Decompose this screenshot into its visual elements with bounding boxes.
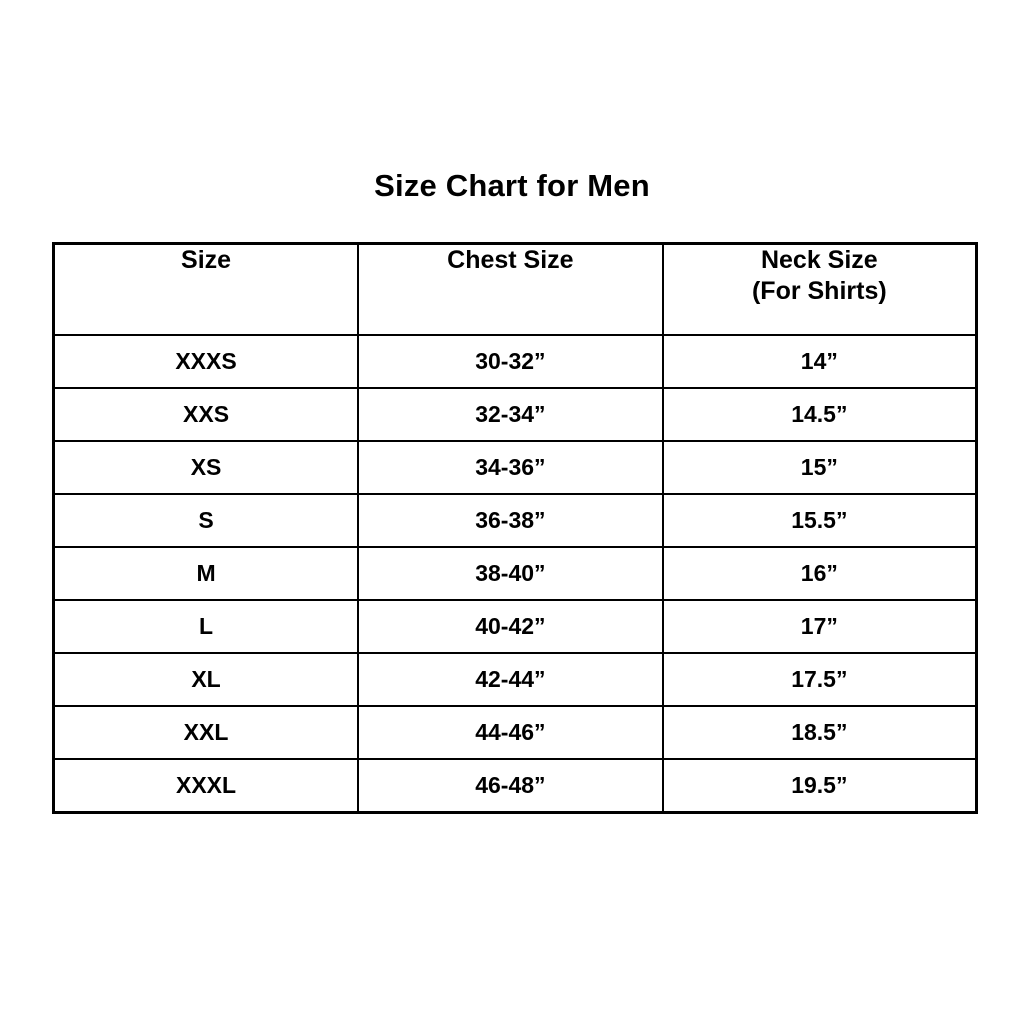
page-title: Size Chart for Men — [374, 168, 650, 203]
neck-size-value: 15” — [663, 441, 977, 494]
neck-size-value: 15.5” — [663, 494, 977, 547]
neck-size-value: 16” — [663, 547, 977, 600]
chest-size-value: 40-42” — [358, 600, 663, 653]
chest-size-value: 34-36” — [358, 441, 663, 494]
size-value: XS — [54, 441, 359, 494]
table-row — [54, 388, 977, 441]
chest-size-value: 44-46” — [358, 706, 663, 759]
chest-size-value: 46-48” — [358, 759, 663, 813]
size-value: M — [54, 547, 359, 600]
size-value: XXS — [54, 388, 359, 441]
neck-size-value: 17.5” — [663, 653, 977, 706]
table-row — [54, 494, 977, 547]
column-header-neck-size-line2: (For Shirts) — [751, 277, 887, 305]
table-header-row — [54, 244, 977, 336]
table-row — [54, 441, 977, 494]
table-row — [54, 600, 977, 653]
neck-size-value: 14.5” — [663, 388, 977, 441]
table-row — [54, 547, 977, 600]
size-value: XL — [54, 653, 359, 706]
chest-size-value: 42-44” — [358, 653, 663, 706]
table-row — [54, 335, 977, 388]
neck-size-value: 19.5” — [663, 759, 977, 813]
size-chart-table — [52, 242, 978, 814]
column-header-neck-size — [663, 244, 977, 336]
size-value: XXXS — [54, 335, 359, 388]
chest-size-value: 32-34” — [358, 388, 663, 441]
neck-size-value: 14” — [663, 335, 977, 388]
size-value: XXXL — [54, 759, 359, 813]
size-value: S — [54, 494, 359, 547]
column-header-neck-size-line1: Neck Size — [760, 246, 878, 274]
table-row — [54, 759, 977, 813]
chest-size-value: 36-38” — [358, 494, 663, 547]
column-header-chest-size: Chest Size — [358, 244, 663, 336]
chest-size-value: 38-40” — [358, 547, 663, 600]
neck-size-value: 17” — [663, 600, 977, 653]
neck-size-value: 18.5” — [663, 706, 977, 759]
table-row — [54, 706, 977, 759]
size-value: L — [54, 600, 359, 653]
column-header-size: Size — [54, 244, 359, 336]
size-value: XXL — [54, 706, 359, 759]
table-row — [54, 653, 977, 706]
chest-size-value: 30-32” — [358, 335, 663, 388]
